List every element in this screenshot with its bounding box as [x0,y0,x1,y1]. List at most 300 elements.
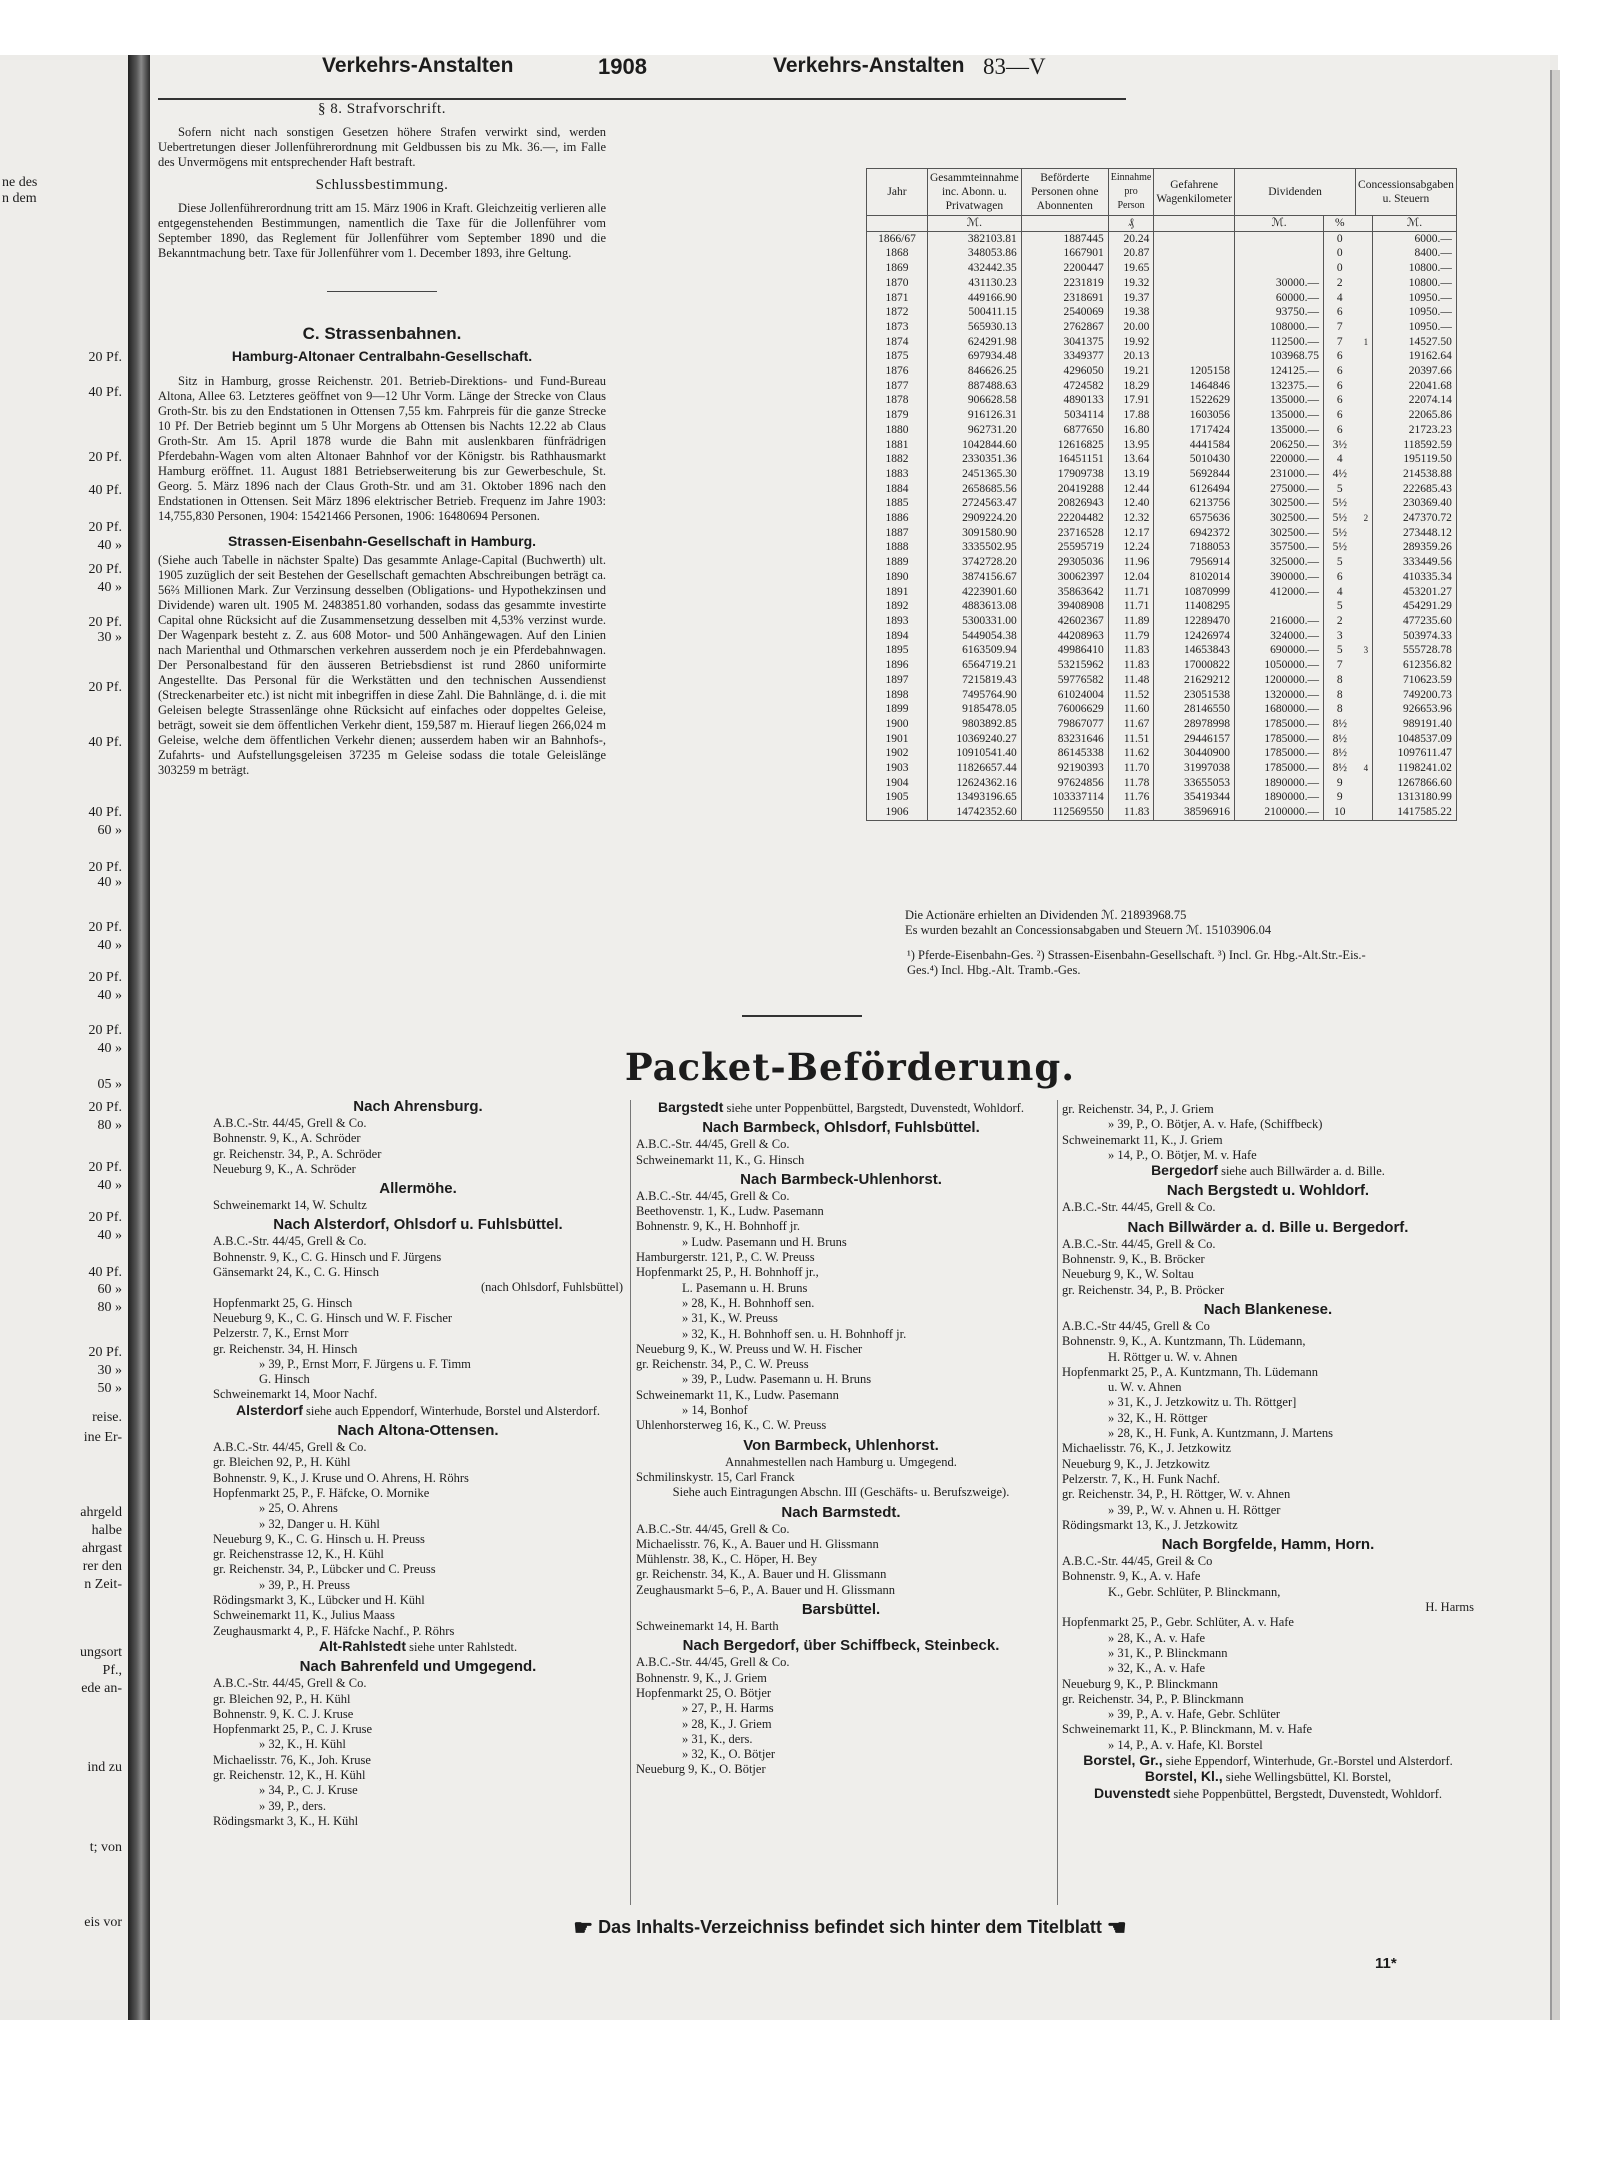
packet-entry: » 39, P., A. v. Hafe, Gebr. Schlüter [1108,1707,1281,1722]
table-row [867,540,1457,555]
table-cell: 1097611.47 [1373,746,1457,761]
packet-entry: gr. Reichenstrasse 12, K., H. Kühl [213,1547,384,1562]
table-cell [1154,261,1235,276]
packet-entry: Neueburg 9, K., J. Jetzkowitz [1062,1456,1210,1471]
table-row [867,658,1457,673]
table-cell [1356,364,1373,379]
table-cell: 30000.— [1235,276,1324,291]
table-cell: 382103.81 [928,231,1022,246]
table-cell: 21723.23 [1373,423,1457,438]
table-cell: 324000.— [1235,629,1324,644]
table-cell: 3041375 [1021,335,1108,350]
table-cell: 11.79 [1108,629,1154,644]
table-row [867,305,1457,320]
facing-page-margin [0,60,128,2000]
table-cell: 1879 [867,408,928,423]
table-cell: 12289470 [1154,614,1235,629]
table-cell: 6126494 [1154,482,1235,497]
table-cell: 103968.75 [1235,349,1324,364]
table-cell: 333449.56 [1373,555,1457,570]
table-cell: 19.92 [1108,335,1154,350]
table-cell: 325000.— [1235,555,1324,570]
table-cell: 247370.72 [1373,511,1457,526]
table-row [867,261,1457,276]
table-cell: 22204482 [1021,511,1108,526]
table-row [867,702,1457,717]
table-cell: 1898 [867,688,928,703]
table-row [867,349,1457,364]
table-cell: 5 [1324,482,1356,497]
table-cell: 20.13 [1108,349,1154,364]
table-cell: 214538.88 [1373,467,1457,482]
table-cell: 1885 [867,496,928,511]
unit-cell: ₰ [1108,216,1154,232]
table-cell [1356,585,1373,600]
packet-entry: Neueburg 9, K., O. Bötjer [636,1762,766,1777]
packet-entry: » 14, P., A. v. Hafe, Kl. Borstel [1108,1737,1263,1752]
table-row [867,452,1457,467]
table-cell: 28978998 [1154,717,1235,732]
table-cell: 11.76 [1108,790,1154,805]
table-cell: 2762867 [1021,320,1108,335]
table-cell: 1717424 [1154,423,1235,438]
table-row [867,629,1457,644]
table-cell: 231000.— [1235,467,1324,482]
section-c-title: C. Strassenbahnen. [302,324,462,343]
table-cell [1235,599,1324,614]
table-cell: 9 [1324,790,1356,805]
margin-fare: 20 Pf. [88,1210,122,1225]
table-cell: 61024004 [1021,688,1108,703]
table-cell: 5½ [1324,540,1356,555]
table-row [867,570,1457,585]
table-cell: 412000.— [1235,585,1324,600]
packet-entry: » 32, K., H. Bohnhoff sen. u. H. Bohnhoff jr. [682,1326,907,1341]
table-row [867,438,1457,453]
table-cell: 555728.78 [1373,643,1457,658]
table-cell: 1891 [867,585,928,600]
table-cell: 5 [1324,599,1356,614]
packet-entry: Schweinemarkt 14, W. Schultz [213,1198,367,1213]
table-cell: 1905 [867,790,928,805]
margin-fare: 20 Pf. [88,860,122,875]
table-cell: 108000.— [1235,320,1324,335]
pointing-hand-icon: ☛ [573,1915,594,1940]
table-cell: 1200000.— [1235,673,1324,688]
table-cell: 1875 [867,349,928,364]
table-cell [1356,570,1373,585]
packet-heading: Nach Blankenese. [1203,1300,1333,1318]
crossref-place: Bergedorf [1151,1162,1218,1179]
table-cell: 0 [1324,246,1356,261]
table-cell: 1320000.— [1235,688,1324,703]
packet-column-1 [213,1095,623,1829]
section-8-title: § 8. Strafvorschrift. [318,101,446,117]
table-cell: 11.78 [1108,776,1154,791]
table-cell: 1882 [867,452,928,467]
table-cell: 7 [1324,658,1356,673]
table-cell: 454291.29 [1373,599,1457,614]
table-cell: 962731.20 [928,423,1022,438]
table-cell: 230369.40 [1373,496,1457,511]
table-cell: 11.71 [1108,599,1154,614]
packet-entry: Hopfenmarkt 25, P., A. Kuntzmann, Th. Lüdemann [1062,1364,1318,1379]
packet-entry: » 34, P., C. J. Kruse [259,1783,358,1798]
table-cell: 29305036 [1021,555,1108,570]
table-cell: 289359.26 [1373,540,1457,555]
margin-fare: 20 Pf. [88,1160,122,1175]
table-cell: 4 [1356,761,1373,776]
crossref-text: siehe Poppenbüttel, Bergstedt, Duvenstedt, Wohldorf. [1170,1786,1442,1801]
packet-entry: H. Röttger u. W. v. Ahnen [1108,1349,1238,1364]
table-cell: 8½ [1324,732,1356,747]
table-cell [1235,231,1324,246]
packet-entry: Uhlenhorsterweg 16, K., C. W. Preuss [636,1418,827,1433]
table-cell: 1874 [867,335,928,350]
packet-entry: » 39, P., W. v. Ahnen u. H. Röttger [1108,1502,1281,1517]
table-cell: 11.60 [1108,702,1154,717]
packet-entry: Bohnenstr. 9, K., H. Bohnhoff jr. [636,1219,801,1234]
table-cell: 7956914 [1154,555,1235,570]
margin-fare: 40 Pf. [88,805,122,820]
packet-entry: Hamburgerstr. 121, P., C. W. Preuss [636,1250,815,1265]
concessions-total-note: Es wurden bezahlt an Concessionsabgaben und Steuern ℳ. 15103906.04 [905,923,1272,937]
packet-crossref [1062,1786,1474,1802]
table-cell: 565930.13 [928,320,1022,335]
packet-entry: L. Pasemann u. H. Bruns [682,1280,808,1295]
table-cell: 25595719 [1021,540,1108,555]
margin-fare: 20 Pf. [88,562,122,577]
packet-entry: K., Gebr. Schlüter, P. Blinckmann, [1108,1584,1281,1599]
table-cell: 10910541.40 [928,746,1022,761]
packet-entry: A.B.C.-Str. 44/45, Grell & Co. [1062,1236,1216,1251]
table-cell: 6000.— [1373,231,1457,246]
table-cell: 906628.58 [928,393,1022,408]
packet-entry: » 14, Bonhof [682,1403,748,1418]
table-cell: 11.83 [1108,643,1154,658]
table-cell: 1888 [867,540,928,555]
table-cell: 1883 [867,467,928,482]
table-cell: 6 [1324,570,1356,585]
table-cell: 2909224.20 [928,511,1022,526]
table-cell: 710623.59 [1373,673,1457,688]
unit-cell: ℳ. [928,216,1022,232]
packet-entry: A.B.C.-Str. 44/45, Grell & Co. [636,1521,790,1536]
table-cell: 500411.15 [928,305,1022,320]
table-cell: 477235.60 [1373,614,1457,629]
table-cell: 503974.33 [1373,629,1457,644]
pointing-hand-left-icon: ☚ [1106,1915,1127,1940]
table-cell [1356,231,1373,246]
table-cell: 22065.86 [1373,408,1457,423]
table-cell: 2 [1356,511,1373,526]
table-cell: 1785000.— [1235,761,1324,776]
table-row [867,482,1457,497]
col-header-dividends: Dividenden [1235,169,1356,216]
table-cell [1356,732,1373,747]
col-header-passengers: Beförderte Personen ohne Abonnenten [1021,169,1108,216]
table-cell: 20419288 [1021,482,1108,497]
margin-fragment: ind zu [87,1760,122,1775]
col-header-per-person: Einnahme pro Person [1108,169,1154,216]
crossref-text: siehe auch Billwärder a. d. Bille. [1217,1164,1385,1179]
margin-fare: 20 Pf. [88,520,122,535]
packet-entry: gr. Reichenstr. 34, P., C. W. Preuss [636,1357,809,1372]
table-cell: 7188053 [1154,540,1235,555]
table-cell: 6 [1324,393,1356,408]
table-cell: 14653843 [1154,643,1235,658]
unit-cell [867,216,928,232]
packet-crossref [1062,1769,1474,1785]
margin-fare: 20 Pf. [88,680,122,695]
table-cell: 6213756 [1154,496,1235,511]
packet-entry: » 31, K., J. Jetzkowitz u. Th. Röttger] [1108,1395,1297,1410]
table-cell [1154,320,1235,335]
table-cell: 1901 [867,732,928,747]
crossref-place: Borstel, Gr., [1083,1751,1163,1768]
table-cell [1356,673,1373,688]
table-cell: 5449054.38 [928,629,1022,644]
packet-heading: Nach Alsterdorf, Ohlsdorf u. Fuhlsbüttel. [273,1216,563,1234]
table-cell [1356,717,1373,732]
table-cell [1356,261,1373,276]
table-cell [1356,614,1373,629]
table-cell: 10950.— [1373,305,1457,320]
table-cell: 135000.— [1235,393,1324,408]
table-cell: 19162.64 [1373,349,1457,364]
packet-entry: Mühlenstr. 38, K., C. Höper, H. Bey [636,1552,818,1567]
packet-heading: Nach Altona-Ottensen. [337,1422,499,1440]
table-cell [1356,702,1373,717]
table-cell [1154,246,1235,261]
table-cell: 38596916 [1154,805,1235,820]
packet-crossref [1062,1163,1474,1179]
table-cell: 7495764.90 [928,688,1022,703]
packet-entry: Michaelisstr. 76, K., Joh. Kruse [213,1752,371,1767]
table-cell: 28146550 [1154,702,1235,717]
packet-entry: A.B.C.-Str. 44/45, Grell & Co. [636,1655,790,1670]
table-cell: 6 [1324,379,1356,394]
table-cell [1356,790,1373,805]
packet-entry: Pelzerstr. 7, K., Ernst Morr [213,1326,349,1341]
margin-fare: 20 Pf. [88,615,122,630]
table-cell: 11.70 [1108,761,1154,776]
header-year: 1908 [598,54,647,79]
table-cell: 1868 [867,246,928,261]
crossref-text: siehe unter Poppenbüttel, Bargstedt, Duvenstedt, Wohldorf. [723,1101,1024,1115]
table-cell: 0 [1324,261,1356,276]
packet-entry: Zeughausmarkt 5–6, P., A. Bauer und H. Glissmann [636,1582,896,1597]
margin-fare: 80 » [97,1118,122,1133]
packet-entry: » 28, K., A. v. Hafe [1108,1630,1206,1645]
table-cell: 132375.— [1235,379,1324,394]
table-cell: 12.44 [1108,482,1154,497]
margin-fare: 40 » [97,988,122,1003]
margin-fare: 60 » [97,823,122,838]
packet-entry: A.B.C.-Str. 44/45, Grell & Co. [636,1188,790,1203]
table-cell [1356,408,1373,423]
table-cell: 4223901.60 [928,585,1022,600]
table-cell: 4 [1324,585,1356,600]
packet-entry: Bohnenstr. 9, K. C. J. Kruse [213,1706,354,1721]
table-cell: 16.80 [1108,423,1154,438]
table-cell: 20826943 [1021,496,1108,511]
packet-entry: Schweinemarkt 11, K., Julius Maass [213,1608,395,1623]
table-cell: 76006629 [1021,702,1108,717]
table-cell: 135000.— [1235,423,1324,438]
margin-fare: 20 Pf. [88,970,122,985]
packet-heading: Nach Ahrensburg. [353,1098,483,1115]
bottom-note-text: Das Inhalts-Verzeichniss befindet sich hinter dem Titelblatt [598,1916,1102,1937]
page-edge [1550,70,1560,2020]
table-cell: 6163509.94 [928,643,1022,658]
table-cell: 8½ [1324,717,1356,732]
table-cell: 222685.43 [1373,482,1457,497]
table-cell: 17000822 [1154,658,1235,673]
table-cell: 31997038 [1154,761,1235,776]
packet-entry: Bohnenstr. 9, K., B. Bröcker [1062,1252,1205,1267]
packet-entry: A.B.C.-Str. 44/45, Grell & Co. [213,1676,367,1691]
packet-heading: Nach Bergstedt u. Wohldorf. [1166,1182,1370,1200]
table-cell: 697934.48 [928,349,1022,364]
margin-fragment: halbe [91,1523,122,1538]
table-cell: 112500.— [1235,335,1324,350]
table-cell: 1893 [867,614,928,629]
margin-fare: 40 » [97,538,122,553]
packet-heading: Allermöhe. [379,1180,457,1198]
table-cell: 23716528 [1021,526,1108,541]
packet-top-rule [742,1015,862,1017]
table-cell: 42602367 [1021,614,1108,629]
table-cell [1356,246,1373,261]
margin-fare: 40 Pf. [88,385,122,400]
table-cell: 1880 [867,423,928,438]
table-cell [1154,305,1235,320]
table-cell [1356,555,1373,570]
table-cell [1356,305,1373,320]
table-cell: 11.67 [1108,717,1154,732]
table-cell [1356,629,1373,644]
margin-fare: 40 » [97,875,122,890]
packet-entry: Siehe auch Eintragungen Abschn. III (Geschäfts- u. Berufszweige). [672,1485,1010,1500]
table-cell: 1871 [867,291,928,306]
centralbahn-text: Sitz in Hamburg, grosse Reichenstr. 201. Betrieb-Direktions- und Fund-Bureau Altona, Allee 63. Letzteres geöffnet von 9—12 Uhr Vorm. Länge der Strecke von Claus Groth-Str. bis zu den Endstationen in Ottensen 7,55 km. Fahrpreis für die ganze Strecke 10 Pf. Der Betrieb beginnt um 5 Uhr Morgens ab Ottensen bis Nachts 12.22 ab Claus Groth-Str. Am 15. April 1878 wurde die Bahn mit auslenkbaren fünfrädrigen Pferdebahn-Wagen vom alten Altonaer Bahnhof vor der Königstr. bis Rathhausmarkt Hamburg eröffnet. 11. August 1881 Betriebserweiterung bis zur Gewerbeschule, St. Georg. 5. März 1896 nach der Claus Groth-Str. und am 31. Oktober 1896 nach den Endstationen in Ottensen. Seit März 1896 elektrischer Betrieb. Frequenz im Jahre 1903: 14,755,830 Personen, 1904: 15421466 Personen, 1906: 16480694 Personen. [158,374,606,523]
table-row [867,688,1457,703]
table-cell: 8400.— [1373,246,1457,261]
table-cell: 1892 [867,599,928,614]
centralbahn-title: Hamburg-Altonaer Centralbahn-Gesellschaft. [231,348,533,364]
table-cell: 12616825 [1021,438,1108,453]
packet-entry: Bohnenstr. 9, K., A. v. Hafe [1062,1569,1201,1584]
crossref-text: siehe Wellingsbüttel, Kl. Borstel, [1222,1770,1392,1785]
table-cell [1356,776,1373,791]
margin-fare: 40 » [97,1178,122,1193]
bottom-note [150,1915,1550,1941]
packet-entry: Beethovenstr. 1, K., Ludw. Pasemann [636,1204,824,1219]
packet-entry: Rödingsmarkt 3, K., H. Kühl [213,1813,359,1828]
table-cell: 5½ [1324,496,1356,511]
table-cell: 5300331.00 [928,614,1022,629]
table-cell [1154,231,1235,246]
packet-entry: u. W. v. Ahnen [1108,1380,1182,1395]
table-cell: 6942372 [1154,526,1235,541]
table-cell: 4 [1324,291,1356,306]
table-cell: 12.24 [1108,540,1154,555]
table-cell: 1522629 [1154,393,1235,408]
table-cell: 13.64 [1108,452,1154,467]
crossref-place: Borstel, Kl., [1144,1768,1223,1785]
packet-crossref [1062,1753,1474,1769]
unit-cell: ℳ. [1235,216,1324,232]
packet-entry: Neueburg 9, K., P. Blinckmann [1062,1676,1219,1691]
table-cell: 59776582 [1021,673,1108,688]
table-cell: 3091580.90 [928,526,1022,541]
col-header-revenue: Gesammteinnahme inc. Abonn. u. Privatwagen [928,169,1022,216]
table-cell: 216000.— [1235,614,1324,629]
table-cell: 18.29 [1108,379,1154,394]
table-cell: 887488.63 [928,379,1022,394]
table-cell: 2451365.30 [928,467,1022,482]
margin-fare: 60 » [97,1282,122,1297]
table-cell: 1877 [867,379,928,394]
table-cell: 926653.96 [1373,702,1457,717]
table-cell: 10800.— [1373,261,1457,276]
margin-fragment: ahrgast [81,1541,122,1556]
packet-entry: gr. Reichenstr. 34, H. Hinsch [213,1341,358,1356]
table-cell: 39408908 [1021,599,1108,614]
table-cell: 79867077 [1021,717,1108,732]
margin-fare: 20 Pf. [88,920,122,935]
table-cell: 1042844.60 [928,438,1022,453]
table-cell: 1886 [867,511,928,526]
table-row [867,291,1457,306]
table-cell: 2100000.— [1235,805,1324,820]
crossref-text: siehe unter Rahlstedt. [406,1639,518,1654]
packet-entry: gr. Reichenstr. 34, P., J. Griem [1062,1102,1214,1116]
table-cell: 453201.27 [1373,585,1457,600]
header-left-title: Verkehrs-Anstalten [322,54,514,77]
packet-entry: gr. Reichenstr. 34, P., A. Schröder [213,1146,382,1161]
table-row [867,423,1457,438]
packet-entry: A.B.C.-Str. 44/45, Grell & Co. [213,1116,367,1130]
table-cell: 20.87 [1108,246,1154,261]
table-cell: 86145338 [1021,746,1108,761]
table-cell: 302500.— [1235,526,1324,541]
packet-entry: Schweinemarkt 11, K., J. Griem [1062,1132,1223,1147]
packet-entry: A.B.C.-Str. 44/45, Grell & Co. [636,1137,790,1152]
table-cell: 5692844 [1154,467,1235,482]
table-cell: 1667901 [1021,246,1108,261]
table-cell [1356,467,1373,482]
packet-heading: Nach Barmstedt. [781,1503,901,1521]
table-cell: 390000.— [1235,570,1324,585]
margin-fragment: reise. [92,1410,122,1425]
table-cell: 5 [1324,555,1356,570]
table-row [867,805,1457,820]
packet-entry: Annahmestellen nach Hamburg u. Umgegend. [725,1454,957,1469]
table-cell: 19.38 [1108,305,1154,320]
table-cell: 1313180.99 [1373,790,1457,805]
packet-entry: » 28, K., H. Funk, A. Kuntzmann, J. Martens [1108,1426,1333,1441]
packet-entry: » 32, Danger u. H. Kühl [259,1516,380,1531]
table-cell: 6 [1324,423,1356,438]
table-cell: 30062397 [1021,570,1108,585]
table-cell: 35863642 [1021,585,1108,600]
crossref-place: Alt-Rahlstedt [318,1637,407,1654]
table-cell: 53215962 [1021,658,1108,673]
table-cell: 2330351.36 [928,452,1022,467]
table-cell: 1048537.09 [1373,732,1457,747]
